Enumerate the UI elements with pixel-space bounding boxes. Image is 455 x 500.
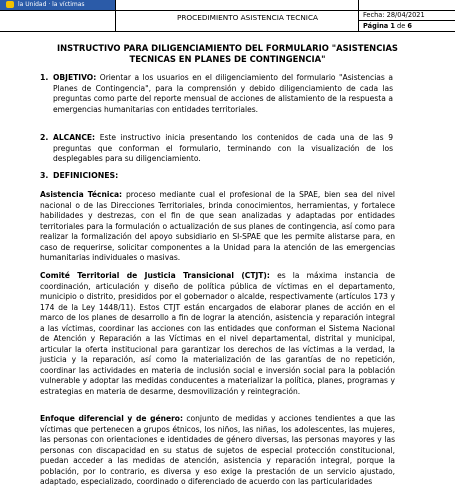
definition-ctjt <box>40 271 395 397</box>
page-indicator <box>363 21 412 31</box>
logo-emblem-icon <box>6 1 14 8</box>
document-title-line: TECNICAS EN PLANES DE CONTINGENCIA" <box>129 54 326 64</box>
item-term: OBJETIVO: <box>53 73 97 82</box>
page-current: 1 <box>390 22 395 30</box>
document-header <box>0 0 455 31</box>
unidad-victimas-logo <box>0 0 115 10</box>
item-number: 1. <box>40 73 49 82</box>
definition-enfoque-diferencial <box>40 414 395 488</box>
definition-term: Enfoque diferencial y de género: <box>40 414 184 423</box>
header-column-border <box>115 0 116 32</box>
page-total: 6 <box>407 22 412 30</box>
objective-paragraph <box>53 73 393 115</box>
item-term: ALCANCE: <box>53 133 96 142</box>
item-text: Orientar a los usuarios en el diligenciamiento del formulario "Asistencias a Planes de Contingencia", para la comprensión y debido diligenciamiento de cada las preguntas como parte del reporte mensual de acciones de alistamiento de la respuesta a emergencias humanitarias con entidades territoriales. <box>53 73 393 114</box>
logo-text: la Unidad · la víctimas <box>18 1 85 8</box>
header-bottom-border <box>0 31 455 32</box>
document-title <box>0 43 455 65</box>
item-number: 3. <box>40 171 49 180</box>
page-label: Página <box>363 22 389 30</box>
page-of: de <box>397 22 406 30</box>
definition-text: es la máxima instancia de coordinación, articulación y diseño de política pública de víctimas en el departamento, municipio o distrito, presididos por el gobernador o alcalde, respectivamente (artículos 173 y 174 de la Ley 1448/11). Estos CTJT están encargados de elaborar planes de acción en el marco de los planes de desarrollo a fin de lograr la atención, asistencia y reparación integral a las víctimas, coordinar las acciones con las entidades que conforman el Sistema Nacional de Atención y Reparación a las Víctimas en el nivel departamental, distrital y municipal, articular la oferta institucional para garantizar los derechos de las víctimas a la verdad, la justicia y la reparación, así como la materialización de las garantías de no repetición, coordinar las actividades en materia de inclusión social e inversión social para la población vulnerable y adoptar las medidas conducentes a materializar la política, planes, programas y estrategias en materia de desarme, desmovilización y reintegración. <box>40 271 395 396</box>
definition-asistencia-tecnica <box>40 190 395 264</box>
item-text: Este instructivo inicia presentando los contenidos de cada una de las 9 preguntas que conforman el formulario, terminando con la visualización de los desplegables para su diligenciamiento. <box>53 133 393 163</box>
document-title-line: INSTRUCTIVO PARA DILIGENCIAMIENTO DEL FORMULARIO "ASISTENCIAS <box>57 43 398 53</box>
scope-paragraph <box>53 133 393 165</box>
definition-text: conjunto de medidas y acciones tendientes a que las víctimas que pertenecen a grupos étnicos, los niños, las niñas, los adolescentes, las mujeres, las personas con orientaciones e identidades de género diversas, las personas mayores y las personas con discapacidad en su status de sujetos de especial protección constitucional, puedan acceder a las medidas de atención, asistencia y reparación integral, porque la población, por lo contrario, es diversa y eso exige la prestación de un servicio ajustado, adaptado, especializado, coordinado o diferenciado de acuerdo con las particularidades <box>40 414 395 486</box>
header-column-border <box>358 0 359 32</box>
definition-text: proceso mediante cual el profesional de la SPAE, bien sea del nivel nacional o de las Direcciones Territoriales, brinda conocimientos, herramientas, y fortalece habilidades y destrezas, con el fin de que sean analizadas y adaptadas por entidades territoriales para la formulación o actualización de sus planes de contingencia, así como para realizar la formalización del apoyo subsidiario en SI-SPAE que les permite alistarse para, en caso de requerirse, solicitar componentes a la Unidad para la atención de las emergencias humanitarias individuales o masivas. <box>40 190 396 262</box>
document-date: Fecha: 28/04/2021 <box>363 11 425 19</box>
definition-term: Asistencia Técnica: <box>40 190 123 199</box>
definitions-heading: DEFINICIONES: <box>53 171 119 180</box>
definition-term: Comité Territorial de Justicia Transicional (CTJT): <box>40 271 270 280</box>
item-number: 2. <box>40 133 49 142</box>
procedure-title: PROCEDIMIENTO ASISTENCIA TECNICA <box>176 13 319 22</box>
